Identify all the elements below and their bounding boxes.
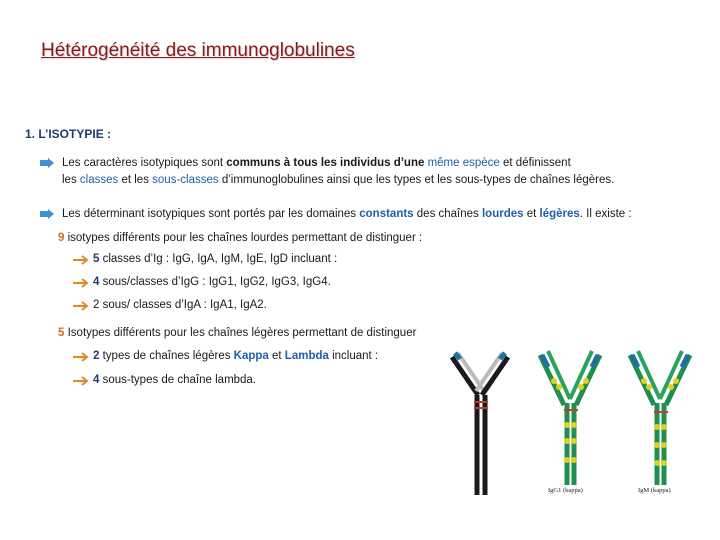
arrow-right-icon xyxy=(73,352,89,362)
heavy-chain-intro: 9 isotypes différents pour les chaînes lourdes permettant de distinguer : xyxy=(58,232,423,244)
page-title: Hétérogénéité des immunoglobulines xyxy=(41,40,355,61)
list-item: 4 sous/classes d’IgG : IgG1, IgG2, IgG3, IgG4. xyxy=(93,276,331,288)
antibody-igg1 xyxy=(540,351,600,494)
paragraph-determinants: Les déterminant isotypiques sont portés par les domaines constants des chaînes lourdes et légères. Il existe : xyxy=(62,208,632,220)
antibody-schematic-black xyxy=(452,353,508,495)
arrow-right-icon xyxy=(40,209,54,219)
arrow-right-icon xyxy=(73,376,89,386)
arrow-right-icon xyxy=(73,301,89,311)
figure-label-igm: IgM (kappa) xyxy=(638,487,671,494)
figure-label-igg1: IgG1 (kappa) xyxy=(548,487,583,494)
paragraph-line: Les caractères isotypiques sont communs à tous les individus d’une même espèce et définissent xyxy=(62,157,571,169)
section-heading: 1. L’ISOTYPIE : xyxy=(25,127,112,141)
antibody-igm xyxy=(630,351,690,494)
list-item: 4 sous-types de chaîne lambda. xyxy=(93,374,257,386)
list-item: 5 classes d’Ig : IgG, IgA, IgM, IgE, IgD incluant : xyxy=(93,253,338,265)
arrow-right-icon xyxy=(73,278,89,288)
paragraph-isotypie xyxy=(62,155,614,189)
list-item: 2 sous/ classes d’IgA : IgA1, IgA2. xyxy=(93,299,267,311)
list-item: 2 types de chaînes légères Kappa et Lambda incluant : xyxy=(93,350,379,362)
arrow-right-icon xyxy=(40,158,54,168)
antibody-figure xyxy=(440,345,710,500)
paragraph-line: les classes et les sous-classes d’immunoglobulines ainsi que les types et les sous-types de chaînes légères. xyxy=(62,174,615,186)
light-chain-intro: 5 Isotypes différents pour les chaînes légères permettant de distinguer xyxy=(58,327,417,339)
arrow-right-icon xyxy=(73,255,89,265)
